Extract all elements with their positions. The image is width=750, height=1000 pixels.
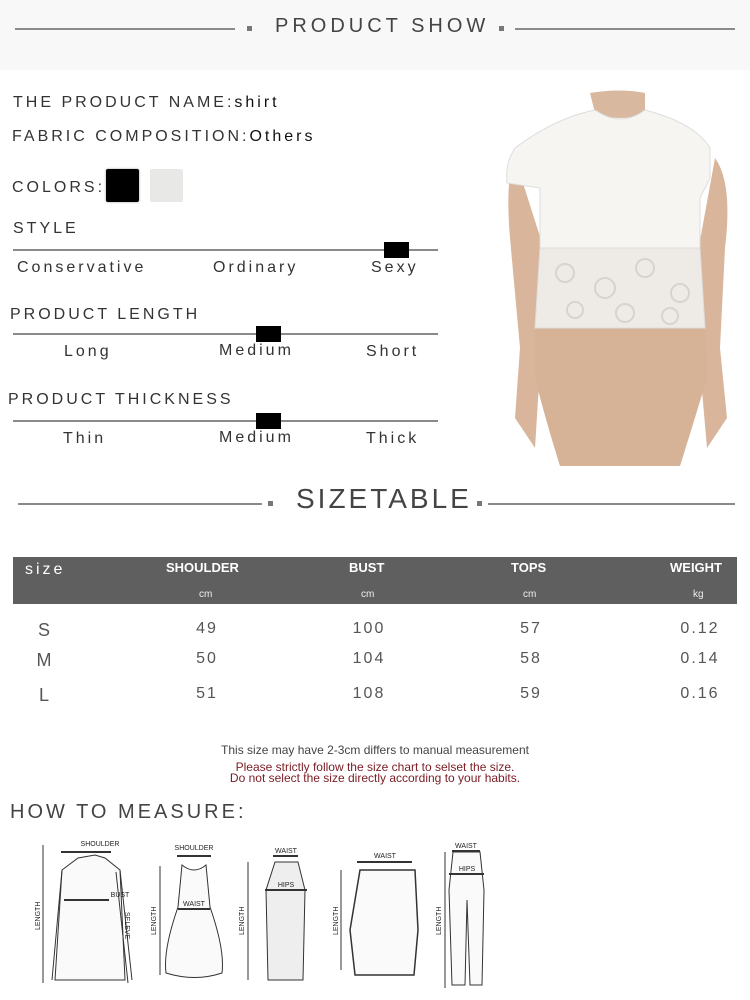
thickness-scale-track: [13, 420, 438, 422]
table-cell: 51: [196, 685, 218, 702]
shorts-skirt-diagram: [341, 862, 418, 975]
table-cell: 108: [352, 685, 386, 702]
style-scale-track: [13, 249, 438, 251]
column-header-size: size: [25, 561, 66, 578]
unit-label: cm: [361, 589, 375, 600]
divider-dot: [499, 26, 504, 31]
column-header-weight: WEIGHT: [670, 560, 722, 575]
label-shoulder: SHOULDER: [80, 841, 120, 848]
product-name-label: THE PRODUCT NAME:: [13, 94, 235, 111]
label-length: LENGTH: [333, 906, 340, 935]
scale-option: Medium: [219, 429, 294, 446]
size-warning-2: Do not select the size directly according to your habits.: [229, 771, 521, 785]
attribute-title-length: PRODUCT LENGTH: [10, 306, 201, 323]
fabric-composition: [12, 128, 315, 146]
column-header-tops: TOPS: [511, 560, 547, 575]
product-name-value: shirt: [234, 94, 280, 111]
table-cell: 50: [196, 650, 218, 667]
measurement-note: This size may have 2-3cm differs to manual measurement: [221, 743, 529, 757]
table-cell: 0.16: [680, 685, 720, 702]
label-sleeve: SELEVE: [123, 912, 130, 940]
color-swatch-black[interactable]: [106, 169, 139, 202]
label-waist: WAIST: [455, 843, 477, 850]
label-length: LENGTH: [35, 901, 42, 930]
table-cell: 104: [352, 650, 386, 667]
size-label: S: [37, 620, 52, 640]
divider: [515, 28, 735, 30]
size-label: M: [36, 650, 54, 670]
scale-option: Conservative: [17, 259, 147, 276]
jacket-diagram: [43, 845, 132, 983]
scale-option: Thin: [63, 430, 107, 447]
label-bust: BUST: [110, 892, 130, 899]
table-cell: 49: [196, 620, 218, 637]
scale-option: Ordinary: [213, 259, 299, 276]
label-waist: WAIST: [275, 848, 297, 855]
unit-label: kg: [693, 589, 704, 600]
divider-dot: [247, 26, 252, 31]
style-scale-marker: [384, 242, 409, 258]
scale-option: Long: [64, 343, 112, 360]
colors-label: COLORS:: [12, 179, 106, 196]
table-cell: 57: [520, 620, 542, 637]
size-label: L: [38, 685, 51, 705]
length-scale-marker: [256, 326, 281, 342]
label-length: LENGTH: [436, 906, 443, 935]
size-table-header: [13, 557, 737, 604]
section-title-sizetable: SIZETABLE: [296, 483, 472, 514]
unit-label: cm: [199, 589, 213, 600]
color-swatch-white[interactable]: [150, 169, 183, 202]
product-photo: [495, 88, 747, 466]
column-header-bust: BUST: [349, 560, 385, 575]
column-header-shoulder: SHOULDER: [166, 560, 239, 575]
thickness-scale-marker: [256, 413, 281, 429]
scale-option: Thick: [366, 430, 420, 447]
label-waist: WAIST: [183, 901, 205, 908]
label-hips: HIPS: [277, 882, 295, 889]
table-cell: 100: [352, 620, 386, 637]
table-cell: 0.12: [680, 620, 720, 637]
table-cell: 59: [520, 685, 542, 702]
scale-option: Medium: [219, 342, 294, 359]
length-scale-track: [13, 333, 438, 335]
label-shoulder: SHOULDER: [174, 845, 214, 852]
table-cell: 58: [520, 650, 542, 667]
unit-label: cm: [523, 589, 537, 600]
divider: [488, 503, 735, 505]
product-name: [13, 94, 280, 112]
table-cell: 0.14: [680, 650, 720, 667]
skirt-diagram: [248, 856, 307, 980]
label-waist: WAIST: [374, 853, 396, 860]
label-length: LENGTH: [151, 906, 158, 935]
divider: [15, 28, 235, 30]
divider: [18, 503, 262, 505]
dress-diagram: [160, 856, 223, 978]
how-to-measure-title: HOW TO MEASURE:: [10, 801, 247, 823]
divider-dot: [268, 501, 273, 506]
label-length: LENGTH: [239, 906, 246, 935]
divider-dot: [477, 501, 482, 506]
fabric-label: FABRIC COMPOSITION:: [12, 128, 250, 145]
label-hips: HIPS: [458, 866, 476, 873]
scale-option: Sexy: [371, 259, 419, 276]
attribute-title-thickness: PRODUCT THICKNESS: [8, 391, 234, 408]
attribute-title-style: STYLE: [13, 220, 79, 237]
scale-option: Short: [366, 343, 420, 360]
measure-diagrams: [0, 830, 750, 1000]
size-warning-1: Please strictly follow the size chart to selset the size.: [235, 760, 515, 774]
fabric-value: Others: [249, 128, 316, 145]
section-title-product-show: PRODUCT SHOW: [275, 15, 490, 37]
